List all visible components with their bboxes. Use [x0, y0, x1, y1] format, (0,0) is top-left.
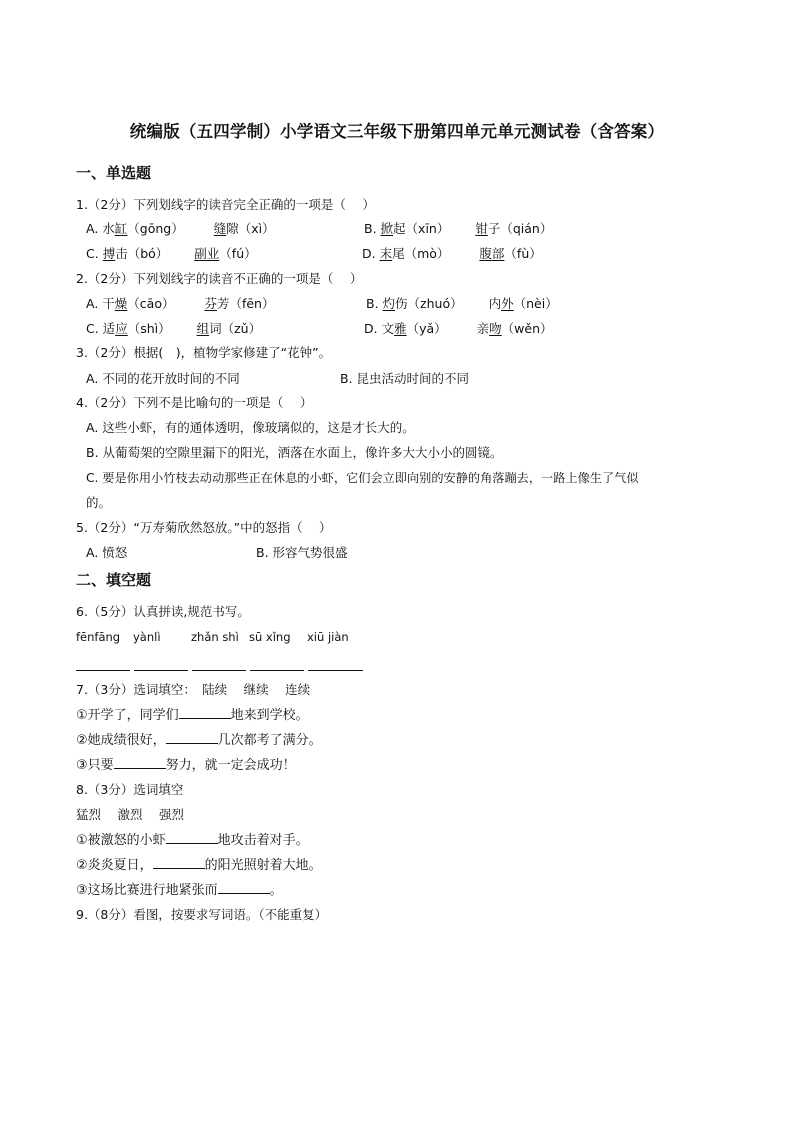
section-heading-single-choice: 一、单选题	[76, 164, 152, 182]
question-9-stem: 9.（8分）看图，按要求写词语。（不能重复）	[76, 907, 328, 922]
blank-8-1[interactable]	[166, 831, 218, 844]
document-title: 统编版（五四学制）小学语文三年级下册第四单元单元测试卷（含答案）	[129, 122, 665, 141]
question-2-option-a: A. 干燥（cāo） 芬芳（fēn）	[86, 296, 275, 311]
blank-8-2[interactable]	[153, 856, 205, 869]
question-1-option-d: D. 末尾（mò） 腹部（fù）	[362, 246, 542, 261]
question-3-option-b: B. 昆虫活动时间的不同	[340, 371, 470, 386]
question-7-item-3: ③只要 努力，就一定会成功！	[76, 758, 296, 773]
question-6-stem: 6.（5分）认真拼读,规范书写。	[76, 604, 250, 619]
question-8-item-1: ①被激怒的小虾 地攻击着对手。	[76, 833, 309, 848]
blank-7-2[interactable]	[166, 731, 218, 744]
question-8-stem: 8.（3分）选词填空	[76, 782, 184, 797]
question-8-word-bank: 猛烈 激烈 强烈	[76, 807, 184, 822]
question-1-stem: 1.（2分）下列划线字的读音完全正确的一项是（ ）	[76, 197, 375, 212]
question-3-stem: 3.（2分）根据( )，植物学家修建了“花钟”。	[76, 345, 332, 360]
pinyin-2: yànlì	[133, 630, 161, 644]
question-4-option-a: A. 这些小虾，有的通体透明，像玻璃似的，这是才长大的。	[86, 420, 415, 435]
question-1-option-a: A. 水缸（gōng） 缝隙（xì）	[86, 221, 275, 236]
answer-line-1[interactable]	[76, 670, 130, 671]
blank-7-1[interactable]	[179, 706, 231, 719]
answer-line-2[interactable]	[134, 670, 188, 671]
question-8-item-2: ②炎炎夏日， 的阳光照射着大地。	[76, 858, 322, 873]
question-5-option-b: B. 形容气势很盛	[256, 545, 348, 560]
question-2-option-d: D. 文雅（yǎ） 亲吻（wěn）	[364, 321, 553, 336]
question-1-option-b: B. 掀起（xīn） 钳子（qián）	[364, 221, 553, 236]
question-4-option-c: C. 要是你用小竹枝去动动那些正在休息的小虾，它们会立即向别的安静的角落蹦去，一路上像生了气似	[86, 471, 639, 485]
blank-7-3[interactable]	[114, 756, 166, 769]
pinyin-3: zhǎn shì	[191, 630, 239, 644]
pinyin-1: fēnfāng	[76, 630, 121, 644]
question-4-option-c-continued: 的。	[86, 495, 112, 510]
section-heading-fill-in: 二、填空题	[76, 571, 152, 589]
question-4-stem: 4.（2分）下列不是比喻句的一项是（ ）	[76, 395, 313, 410]
question-7-item-2: ②她成绩很好， 几次都考了满分。	[76, 733, 322, 748]
question-8-item-3: ③这场比赛进行地紧张而 。	[76, 883, 283, 898]
question-2-option-c: C. 适应（shì） 组词（zǔ）	[86, 321, 262, 336]
answer-line-5[interactable]	[308, 670, 363, 671]
question-4-option-b: B. 从葡萄架的空隙里漏下的阳光，洒落在水面上，像许多大大小小的圆镜。	[86, 445, 503, 460]
question-1-option-c: C. 搏击（bó） 副业（fú）	[86, 246, 257, 261]
pinyin-5: xiū jiàn	[307, 630, 349, 644]
blank-8-3[interactable]	[218, 881, 270, 894]
answer-line-4[interactable]	[250, 670, 304, 671]
question-7-item-1: ①开学了，同学们 地来到学校。	[76, 708, 309, 723]
question-2-stem: 2.（2分）下列划线字的读音不正确的一项是（ ）	[76, 271, 363, 286]
question-7-stem: 7.（3分）选词填空： 陆续 继续 连续	[76, 682, 311, 697]
question-3-option-a: A. 不同的花开放时间的不同	[86, 371, 240, 386]
answer-line-3[interactable]	[192, 670, 246, 671]
question-2-option-b: B. 灼伤（zhuó） 内外（nèi）	[366, 296, 558, 311]
question-5-option-a: A. 愤怒	[86, 545, 128, 560]
pinyin-4: sū xǐng	[249, 630, 291, 644]
question-5-stem: 5.（2分）“万寿菊欣然怒放。”中的怒指（ ）	[76, 520, 332, 535]
